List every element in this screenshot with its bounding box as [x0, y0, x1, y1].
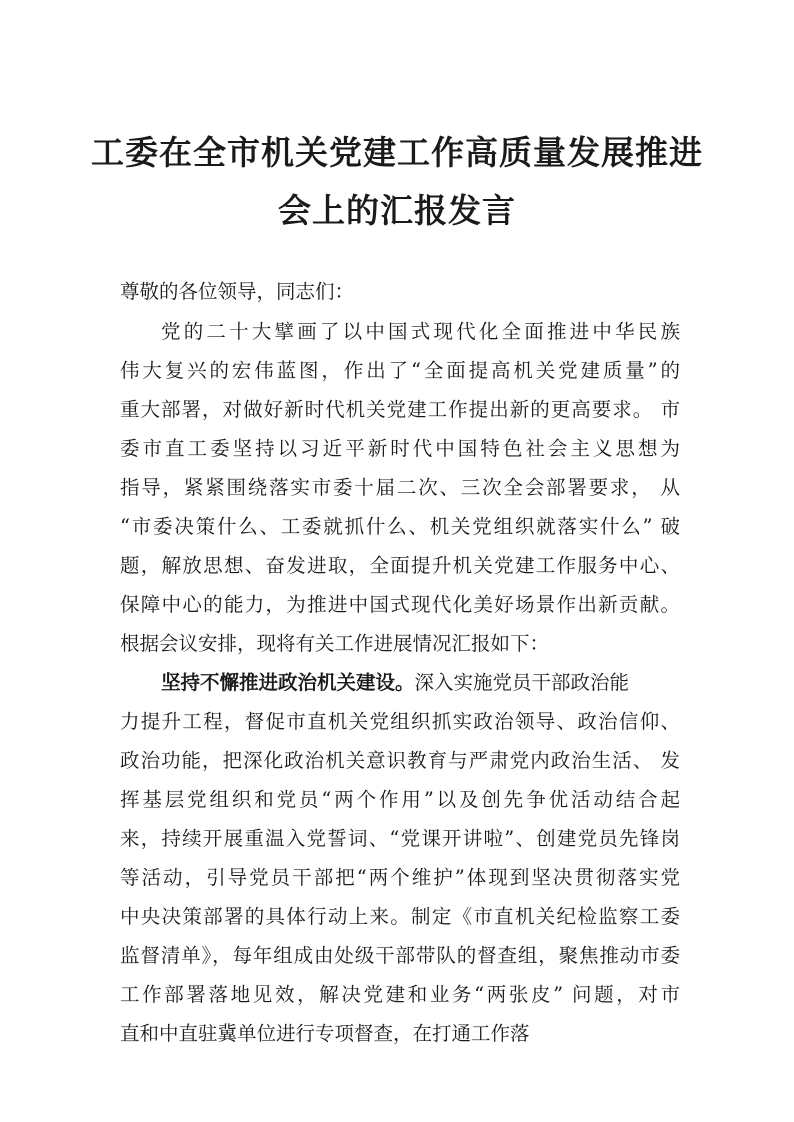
paragraph-line — [161, 669, 680, 697]
paragraph-line: 监督清单》，每年组成由处级干部带队的督查组，聚焦推动市委 — [120, 944, 680, 967]
paragraph-line: 重大部署，对做好新时代机关党建工作提出新的更高要求。 市 — [120, 398, 680, 421]
paragraph-line: 题，解放思想、奋发进取，全面提升机关党建工作服务中心、 — [120, 554, 680, 577]
document-title-line-2: 会上的汇报发言 — [278, 191, 516, 230]
salutation: 尊敬的各位领导，同志们： — [120, 280, 355, 303]
paragraph-line: “市委决策什么、工委就抓什么、机关党组织就落实什么” 破 — [120, 515, 680, 538]
paragraph-line: 指导，紧紧围绕落实市委十届二次、三次全会部署要求， 从 — [120, 476, 680, 499]
paragraph-line: 伟大复兴的宏伟蓝图，作出了“全面提高机关党建质量”的 — [120, 359, 680, 382]
paragraph-line: 等活动，引导党员干部把“两个维护”体现到坚决贯彻落实党 — [120, 866, 680, 889]
paragraph-line: 直和中直驻冀单位进行专项督查，在打通工作落 — [120, 1022, 530, 1045]
paragraph-text: 深入实施党员干部政治能 — [414, 671, 630, 694]
paragraph-line: 来，持续开展重温入党誓词、“党课开讲啦”、创建党员先锋岗 — [120, 827, 680, 850]
paragraph-line: 中央决策部署的具体行动上来。制定《市直机关纪检监察工委 — [120, 905, 680, 928]
section-heading: 坚持不懈推进政治机关建设。 — [161, 671, 415, 694]
paragraph-line: 党的二十大擘画了以中国式现代化全面推进中华民族 — [161, 320, 680, 343]
paragraph-line: 保障中心的能力，为推进中国式现代化美好场景作出新贡献。 — [120, 593, 680, 616]
paragraph-line: 委市直工委坚持以习近平新时代中国特色社会主义思想为 — [120, 437, 680, 460]
paragraph-line: 工作部署落地见效，解决党建和业务“两张皮” 问题，对市 — [120, 983, 680, 1006]
paragraph-line: 根据会议安排，现将有关工作进展情况汇报如下： — [120, 632, 550, 655]
paragraph-line: 力提升工程，督促市直机关党组织抓实政治领导、政治信仰、 — [120, 710, 680, 733]
paragraph-line: 挥基层党组织和党员“两个作用”以及创先争优活动结合起 — [120, 788, 680, 811]
paragraph-line: 政治功能，把深化政治机关意识教育与严肃党内政治生活、 发 — [120, 749, 680, 772]
document-title-line-1: 工委在全市机关党建工作高质量发展推进 — [91, 133, 703, 172]
